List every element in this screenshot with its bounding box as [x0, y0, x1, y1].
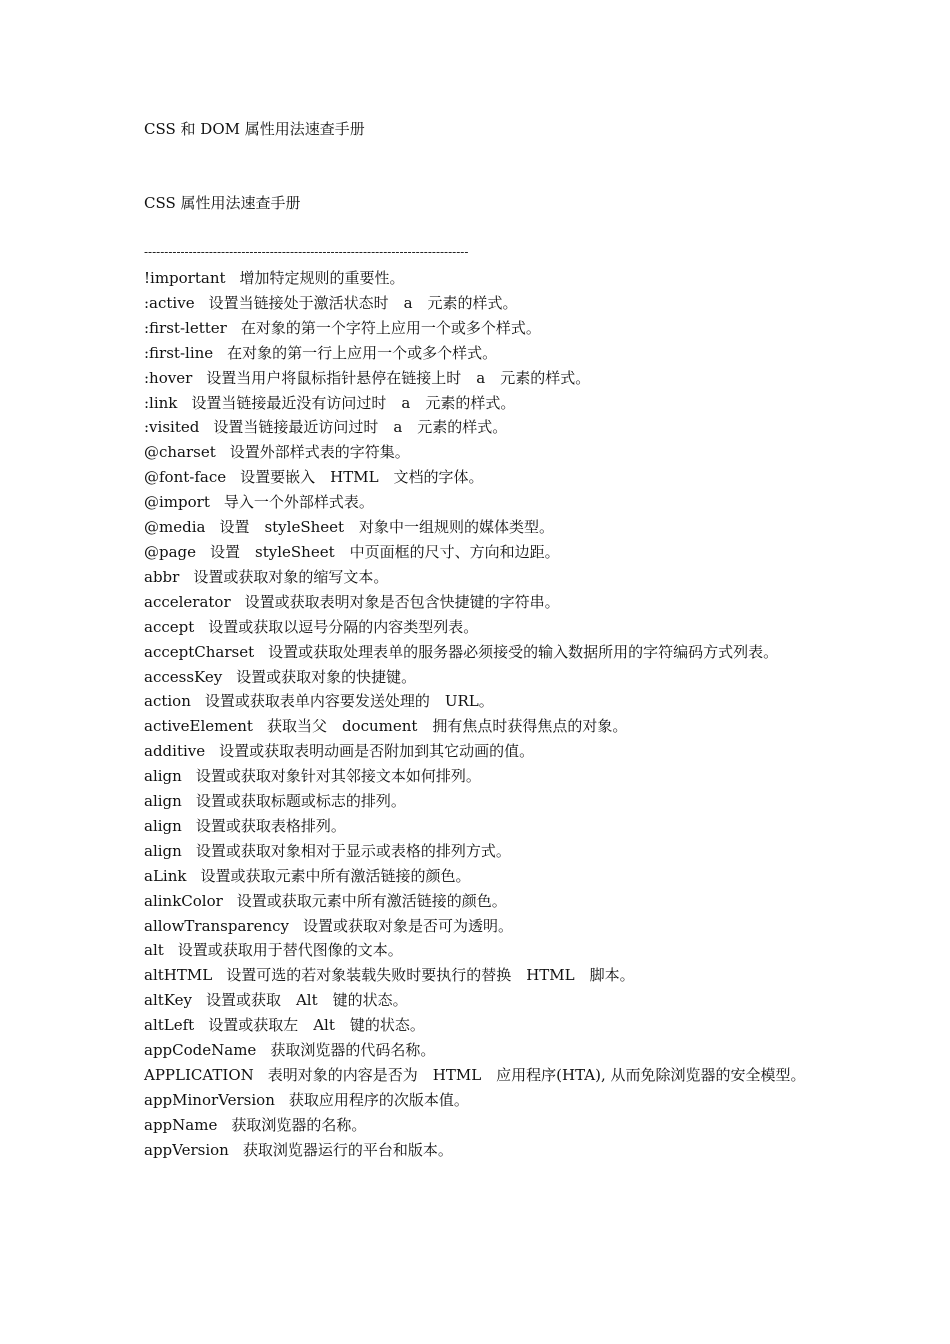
list-item [144, 1063, 814, 1088]
property-term: :active [144, 293, 195, 312]
property-description: 在对象的第一个字符上应用一个或多个样式。 [240, 318, 541, 337]
property-description: 设置或获取对象针对其邻接文本如何排列。 [195, 767, 481, 786]
list-item [144, 889, 814, 914]
list-item [144, 341, 814, 366]
list-item [144, 440, 814, 465]
property-term: align [144, 767, 182, 786]
list-item [144, 988, 814, 1013]
property-description: 设置或获取表明动画是否附加到其它动画的值。 [219, 742, 535, 761]
property-term: action [144, 692, 191, 711]
property-list [144, 266, 814, 1163]
property-description: 设置当链接处于激活状态时 a 元素的样式。 [208, 293, 518, 312]
property-description: 设置或获取元素中所有激活链接的颜色。 [236, 891, 507, 910]
list-item [144, 764, 814, 789]
list-item [144, 914, 814, 939]
list-item [144, 465, 814, 490]
property-description: 设置或获取对象的缩写文本。 [193, 567, 389, 586]
property-term: appCodeName [144, 1041, 257, 1060]
property-description: 导入一个外部样式表。 [223, 493, 374, 512]
list-item [144, 391, 814, 416]
property-term: altKey [144, 991, 192, 1010]
property-term: @charset [144, 443, 216, 462]
property-term: align [144, 841, 182, 860]
property-description: 设置 styleSheet 中页面框的尺寸、方向和边距。 [210, 542, 560, 561]
property-description: 设置可选的若对象装载失败时要执行的替换 HTML 脚本。 [226, 966, 635, 985]
document-title: CSS 和 DOM 属性用法速查手册 [144, 120, 365, 138]
property-description: 设置或获取对象的快捷键。 [236, 667, 417, 686]
property-term: :first-letter [144, 318, 227, 337]
property-term: altHTML [144, 966, 213, 985]
property-description: 设置或获取标题或标志的排列。 [195, 792, 406, 811]
list-item [144, 316, 814, 341]
property-term: alinkColor [144, 891, 223, 910]
property-term: accept [144, 617, 195, 636]
property-term: @page [144, 542, 197, 561]
property-term: @import [144, 493, 210, 512]
list-item [144, 615, 814, 640]
property-term: additive [144, 742, 206, 761]
list-item [144, 814, 814, 839]
property-term: align [144, 816, 182, 835]
property-description: 设置或获取 Alt 键的状态。 [205, 991, 408, 1010]
property-description: 获取浏览器运行的平台和版本。 [242, 1140, 453, 1159]
property-description: 设置或获取表单内容要发送处理的 URL。 [204, 692, 494, 711]
property-term: appVersion [144, 1140, 229, 1159]
list-item [144, 1088, 814, 1113]
list-item [144, 266, 814, 291]
property-description: 设置当用户将鼠标指针悬停在链接上时 a 元素的样式。 [206, 368, 591, 387]
property-description: 设置当链接最近访问过时 a 元素的样式。 [213, 418, 508, 437]
property-term: accelerator [144, 592, 231, 611]
property-term: abbr [144, 567, 180, 586]
property-term: appName [144, 1115, 218, 1134]
list-item [144, 1113, 814, 1138]
property-description: 在对象的第一行上应用一个或多个样式。 [227, 343, 498, 362]
list-item [144, 938, 814, 963]
property-description: 设置或获取元素中所有激活链接的颜色。 [200, 866, 471, 885]
property-term: align [144, 792, 182, 811]
property-term: APPLICATION [144, 1066, 254, 1084]
property-term: :visited [144, 418, 200, 437]
property-description: 设置当链接最近没有访问过时 a 元素的样式。 [191, 393, 516, 412]
list-item [144, 415, 814, 440]
list-item [144, 864, 814, 889]
property-description: 设置或获取以逗号分隔的内容类型列表。 [208, 617, 479, 636]
list-item [144, 490, 814, 515]
list-item [144, 689, 814, 714]
property-term: alt [144, 941, 164, 960]
list-item [144, 640, 814, 665]
property-description: 设置或获取用于替代图像的文本。 [177, 941, 403, 960]
list-item [144, 714, 814, 739]
separator-line: -------------------------------------------------------------------------------- [144, 245, 469, 259]
list-item [144, 515, 814, 540]
property-term: activeElement [144, 717, 253, 736]
property-description: 获取浏览器的代码名称。 [270, 1041, 436, 1060]
property-description: 获取应用程序的次版本值。 [288, 1090, 469, 1109]
property-description: 设置要嵌入 HTML 文档的字体。 [240, 468, 484, 487]
property-term: :first-line [144, 343, 214, 362]
list-item [144, 540, 814, 565]
property-term: @media [144, 518, 206, 537]
list-item [144, 665, 814, 690]
property-description: 获取当父 document 拥有焦点时获得焦点的对象。 [266, 717, 628, 736]
property-term: accessKey [144, 667, 223, 686]
property-term: appMinorVersion [144, 1090, 275, 1109]
property-description: 设置或获取左 Alt 键的状态。 [208, 1016, 425, 1035]
list-item [144, 590, 814, 615]
property-description: 获取浏览器的名称。 [231, 1115, 367, 1134]
property-term: :link [144, 393, 178, 412]
property-term: altLeft [144, 1016, 195, 1035]
property-term: allowTransparency [144, 916, 290, 935]
list-item [144, 789, 814, 814]
list-item [144, 1138, 814, 1163]
property-term: aLink [144, 866, 187, 885]
property-term: :hover [144, 368, 193, 387]
property-description: 设置或获取对象相对于显示或表格的排列方式。 [195, 841, 511, 860]
property-description: 设置或获取处理表单的服务器必须接受的输入数据所用的字符编码方式列表。 [268, 642, 779, 661]
list-item [144, 839, 814, 864]
section-title: CSS 属性用法速查手册 [144, 194, 301, 212]
property-term: acceptCharset [144, 642, 255, 661]
list-item [144, 1013, 814, 1038]
list-item [144, 366, 814, 391]
list-item [144, 1038, 814, 1063]
list-item [144, 739, 814, 764]
property-term: @font-face [144, 468, 227, 487]
property-description: 设置或获取表明对象是否包含快捷键的字符串。 [244, 592, 560, 611]
property-description: 设置 styleSheet 对象中一组规则的媒体类型。 [219, 518, 555, 537]
property-term: !important [144, 269, 226, 287]
property-description: 设置或获取对象是否可为透明。 [303, 916, 514, 935]
list-item [144, 565, 814, 590]
property-description: 设置外部样式表的字符集。 [229, 443, 410, 462]
property-description: 表明对象的内容是否为 HTML 应用程序(HTA), 从而免除浏览器的安全模型。 [267, 1066, 806, 1084]
property-description: 设置或获取表格排列。 [195, 816, 346, 835]
list-item [144, 291, 814, 316]
list-item [144, 963, 814, 988]
property-description: 增加特定规则的重要性。 [239, 269, 405, 287]
